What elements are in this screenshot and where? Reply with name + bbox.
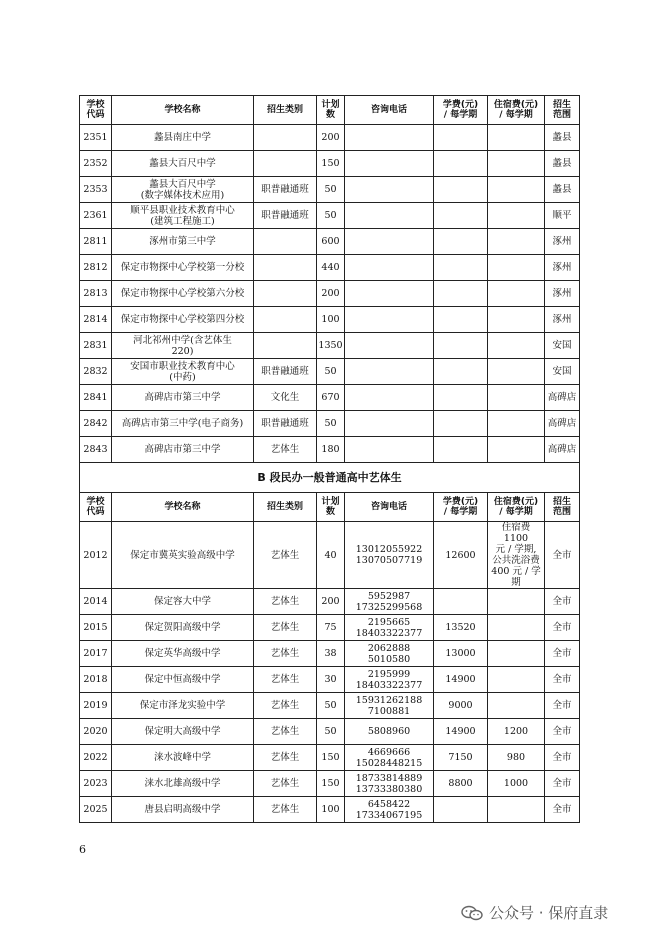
cell-phone	[345, 307, 434, 333]
cell-code: 2017	[80, 641, 112, 667]
cell-code: 2019	[80, 693, 112, 719]
column-header-code: 学校 代码	[80, 493, 112, 522]
cell-plan: 40	[317, 522, 345, 589]
cell-scope: 全市	[545, 745, 580, 771]
column-header-tuition: 学费(元) / 每学期	[434, 493, 488, 522]
cell-code: 2361	[80, 203, 112, 229]
enrollment-table	[79, 95, 580, 823]
cell-code: 2022	[80, 745, 112, 771]
cell-phone: 2195999 18403322377	[345, 667, 434, 693]
cell-phone: 4669666 15028448215	[345, 745, 434, 771]
cell-phone: 5808960	[345, 719, 434, 745]
table-row	[80, 522, 580, 589]
table-row	[80, 615, 580, 641]
cell-tuition	[434, 797, 488, 823]
cell-name: 唐县启明高级中学	[112, 797, 254, 823]
cell-scope: 安国	[545, 359, 580, 385]
cell-phone	[345, 125, 434, 151]
cell-tuition	[434, 151, 488, 177]
cell-category	[254, 307, 317, 333]
cell-category: 艺体生	[254, 522, 317, 589]
cell-category: 艺体生	[254, 719, 317, 745]
cell-name: 保定容大中学	[112, 589, 254, 615]
page-number: 6	[79, 843, 86, 856]
cell-phone	[345, 385, 434, 411]
cell-tuition	[434, 229, 488, 255]
cell-tuition	[434, 437, 488, 463]
cell-phone	[345, 151, 434, 177]
table-row	[80, 281, 580, 307]
cell-code: 2025	[80, 797, 112, 823]
cell-tuition: 9000	[434, 693, 488, 719]
cell-code: 2352	[80, 151, 112, 177]
table-row	[80, 359, 580, 385]
section-title: B 段民办一般普通高中艺体生	[80, 463, 580, 493]
column-header-category: 招生类别	[254, 493, 317, 522]
cell-plan: 100	[317, 797, 345, 823]
cell-name: 保定英华高级中学	[112, 641, 254, 667]
cell-phone	[345, 281, 434, 307]
cell-dorm	[488, 589, 545, 615]
cell-dorm	[488, 307, 545, 333]
cell-plan: 50	[317, 203, 345, 229]
cell-code: 2832	[80, 359, 112, 385]
cell-dorm	[488, 229, 545, 255]
table-row	[80, 203, 580, 229]
cell-tuition	[434, 307, 488, 333]
cell-scope: 顺平	[545, 203, 580, 229]
table-row	[80, 177, 580, 203]
cell-category: 艺体生	[254, 667, 317, 693]
column-header-plan: 计划 数	[317, 96, 345, 125]
cell-phone: 5952987 17325299568	[345, 589, 434, 615]
cell-tuition: 14900	[434, 719, 488, 745]
cell-scope: 涿州	[545, 229, 580, 255]
column-header-category: 招生类别	[254, 96, 317, 125]
cell-scope: 全市	[545, 771, 580, 797]
cell-tuition: 7150	[434, 745, 488, 771]
cell-tuition	[434, 333, 488, 359]
cell-tuition: 13000	[434, 641, 488, 667]
cell-category	[254, 151, 317, 177]
table-row	[80, 667, 580, 693]
column-header-phone: 咨询电话	[345, 493, 434, 522]
cell-category: 职普融通班	[254, 203, 317, 229]
cell-tuition	[434, 359, 488, 385]
cell-plan: 440	[317, 255, 345, 281]
column-header-tuition: 学费(元) / 每学期	[434, 96, 488, 125]
column-header-plan: 计划 数	[317, 493, 345, 522]
cell-scope: 涿州	[545, 281, 580, 307]
cell-category: 艺体生	[254, 745, 317, 771]
cell-code: 2018	[80, 667, 112, 693]
cell-tuition: 13520	[434, 615, 488, 641]
cell-phone: 18733814889 13733380380	[345, 771, 434, 797]
cell-plan: 670	[317, 385, 345, 411]
table-row	[80, 693, 580, 719]
cell-dorm: 980	[488, 745, 545, 771]
cell-dorm	[488, 333, 545, 359]
cell-tuition	[434, 281, 488, 307]
cell-tuition: 8800	[434, 771, 488, 797]
cell-tuition	[434, 125, 488, 151]
column-header-name: 学校名称	[112, 96, 254, 125]
cell-category: 艺体生	[254, 797, 317, 823]
column-header-scope: 招生 范围	[545, 493, 580, 522]
cell-name: 保定市物探中心学校第一分校	[112, 255, 254, 281]
cell-dorm	[488, 203, 545, 229]
cell-plan: 50	[317, 719, 345, 745]
cell-code: 2353	[80, 177, 112, 203]
cell-name: 高碑店市第三中学	[112, 437, 254, 463]
cell-code: 2023	[80, 771, 112, 797]
table-row	[80, 385, 580, 411]
cell-scope: 全市	[545, 719, 580, 745]
cell-plan: 200	[317, 281, 345, 307]
cell-name: 高碑店市第三中学(电子商务)	[112, 411, 254, 437]
cell-phone	[345, 411, 434, 437]
cell-name: 安国市职业技术教育中心 (中药)	[112, 359, 254, 385]
cell-category	[254, 333, 317, 359]
cell-name: 涞水北雄高级中学	[112, 771, 254, 797]
cell-name: 保定贺阳高级中学	[112, 615, 254, 641]
cell-plan: 600	[317, 229, 345, 255]
table-row	[80, 745, 580, 771]
cell-name: 河北祁州中学(含艺体生 220)	[112, 333, 254, 359]
table-row	[80, 719, 580, 745]
cell-scope: 全市	[545, 797, 580, 823]
cell-phone: 6458422 17334067195	[345, 797, 434, 823]
cell-scope: 高碑店	[545, 411, 580, 437]
watermark-text: 公众号 · 保府直隶	[489, 904, 609, 922]
cell-tuition	[434, 589, 488, 615]
cell-tuition	[434, 255, 488, 281]
cell-phone: 2195665 18403322377	[345, 615, 434, 641]
cell-plan: 100	[317, 307, 345, 333]
cell-scope: 全市	[545, 641, 580, 667]
cell-phone	[345, 255, 434, 281]
table-row	[80, 333, 580, 359]
cell-plan: 200	[317, 125, 345, 151]
header-row	[80, 96, 580, 125]
cell-scope: 全市	[545, 615, 580, 641]
column-header-name: 学校名称	[112, 493, 254, 522]
cell-category	[254, 281, 317, 307]
cell-tuition: 12600	[434, 522, 488, 589]
cell-phone: 2062888 5010580	[345, 641, 434, 667]
cell-phone	[345, 437, 434, 463]
cell-scope: 全市	[545, 522, 580, 589]
cell-code: 2811	[80, 229, 112, 255]
cell-dorm	[488, 667, 545, 693]
cell-phone: 13012055922 13070507719	[345, 522, 434, 589]
cell-name: 保定明大高级中学	[112, 719, 254, 745]
cell-plan: 30	[317, 667, 345, 693]
cell-scope: 全市	[545, 589, 580, 615]
cell-dorm	[488, 125, 545, 151]
table-row	[80, 437, 580, 463]
cell-phone	[345, 333, 434, 359]
watermark	[461, 902, 608, 923]
cell-dorm	[488, 411, 545, 437]
cell-plan: 150	[317, 151, 345, 177]
cell-tuition	[434, 385, 488, 411]
table-row	[80, 411, 580, 437]
cell-code: 2812	[80, 255, 112, 281]
cell-code: 2831	[80, 333, 112, 359]
cell-name: 蠡县南庄中学	[112, 125, 254, 151]
cell-tuition	[434, 411, 488, 437]
cell-code: 2841	[80, 385, 112, 411]
table-row	[80, 255, 580, 281]
cell-plan: 150	[317, 771, 345, 797]
cell-scope: 高碑店	[545, 385, 580, 411]
cell-category	[254, 125, 317, 151]
cell-plan: 50	[317, 693, 345, 719]
cell-name: 顺平县职业技术教育中心 (建筑工程施工)	[112, 203, 254, 229]
cell-scope: 蠡县	[545, 177, 580, 203]
cell-category: 艺体生	[254, 693, 317, 719]
cell-dorm: 1000	[488, 771, 545, 797]
table-row	[80, 307, 580, 333]
cell-plan: 200	[317, 589, 345, 615]
table-row	[80, 771, 580, 797]
cell-plan: 1350	[317, 333, 345, 359]
column-header-code: 学校 代码	[80, 96, 112, 125]
column-header-dorm: 住宿费(元) / 每学期	[488, 493, 545, 522]
section-title-row	[80, 463, 580, 493]
cell-name: 保定市物探中心学校第四分校	[112, 307, 254, 333]
cell-dorm	[488, 177, 545, 203]
cell-dorm	[488, 151, 545, 177]
cell-scope: 蠡县	[545, 125, 580, 151]
cell-category: 艺体生	[254, 771, 317, 797]
cell-code: 2014	[80, 589, 112, 615]
cell-dorm	[488, 693, 545, 719]
cell-scope: 安国	[545, 333, 580, 359]
cell-name: 保定市物探中心学校第六分校	[112, 281, 254, 307]
cell-name: 保定中恒高级中学	[112, 667, 254, 693]
column-header-dorm: 住宿费(元) / 每学期	[488, 96, 545, 125]
cell-dorm	[488, 281, 545, 307]
cell-category: 艺体生	[254, 437, 317, 463]
cell-name: 涿州市第三中学	[112, 229, 254, 255]
cell-scope: 涿州	[545, 307, 580, 333]
cell-plan: 150	[317, 745, 345, 771]
cell-category: 文化生	[254, 385, 317, 411]
cell-code: 2020	[80, 719, 112, 745]
cell-plan: 180	[317, 437, 345, 463]
cell-code: 2843	[80, 437, 112, 463]
cell-dorm	[488, 437, 545, 463]
cell-code: 2012	[80, 522, 112, 589]
cell-dorm	[488, 385, 545, 411]
cell-code: 2813	[80, 281, 112, 307]
table-row	[80, 589, 580, 615]
cell-dorm	[488, 641, 545, 667]
column-header-phone: 咨询电话	[345, 96, 434, 125]
cell-name: 蠡县大百尺中学	[112, 151, 254, 177]
cell-phone	[345, 203, 434, 229]
cell-name: 保定市冀英实验高级中学	[112, 522, 254, 589]
cell-plan: 75	[317, 615, 345, 641]
cell-name: 涞水波峰中学	[112, 745, 254, 771]
cell-tuition: 14900	[434, 667, 488, 693]
table-row	[80, 797, 580, 823]
cell-category: 职普融通班	[254, 359, 317, 385]
cell-category	[254, 229, 317, 255]
cell-scope: 全市	[545, 667, 580, 693]
table-row	[80, 641, 580, 667]
cell-tuition	[434, 177, 488, 203]
cell-category	[254, 255, 317, 281]
cell-dorm	[488, 359, 545, 385]
cell-category: 艺体生	[254, 641, 317, 667]
cell-dorm: 1200	[488, 719, 545, 745]
cell-dorm	[488, 615, 545, 641]
cell-plan: 38	[317, 641, 345, 667]
cell-phone: 15931262188 7100881	[345, 693, 434, 719]
cell-scope: 蠡县	[545, 151, 580, 177]
cell-dorm	[488, 797, 545, 823]
header-row	[80, 493, 580, 522]
cell-code: 2842	[80, 411, 112, 437]
column-header-scope: 招生 范围	[545, 96, 580, 125]
cell-name: 高碑店市第三中学	[112, 385, 254, 411]
cell-name: 保定市泽龙实验中学	[112, 693, 254, 719]
cell-code: 2814	[80, 307, 112, 333]
cell-plan: 50	[317, 177, 345, 203]
cell-code: 2015	[80, 615, 112, 641]
cell-category: 职普融通班	[254, 177, 317, 203]
cell-scope: 涿州	[545, 255, 580, 281]
cell-name: 蠡县大百尺中学 (数字媒体技术应用)	[112, 177, 254, 203]
table-row	[80, 229, 580, 255]
table-row	[80, 151, 580, 177]
cell-category: 职普融通班	[254, 411, 317, 437]
cell-category: 艺体生	[254, 615, 317, 641]
cell-phone	[345, 177, 434, 203]
table-row	[80, 125, 580, 151]
cell-plan: 50	[317, 411, 345, 437]
cell-scope: 高碑店	[545, 437, 580, 463]
cell-code: 2351	[80, 125, 112, 151]
cell-tuition	[434, 203, 488, 229]
cell-plan: 50	[317, 359, 345, 385]
cell-category: 艺体生	[254, 589, 317, 615]
cell-scope: 全市	[545, 693, 580, 719]
cell-dorm: 住宿费 1100 元 / 学期, 公共洗浴费 400 元 / 学期	[488, 522, 545, 589]
wechat-icon	[461, 905, 483, 921]
cell-phone	[345, 359, 434, 385]
cell-phone	[345, 229, 434, 255]
cell-dorm	[488, 255, 545, 281]
